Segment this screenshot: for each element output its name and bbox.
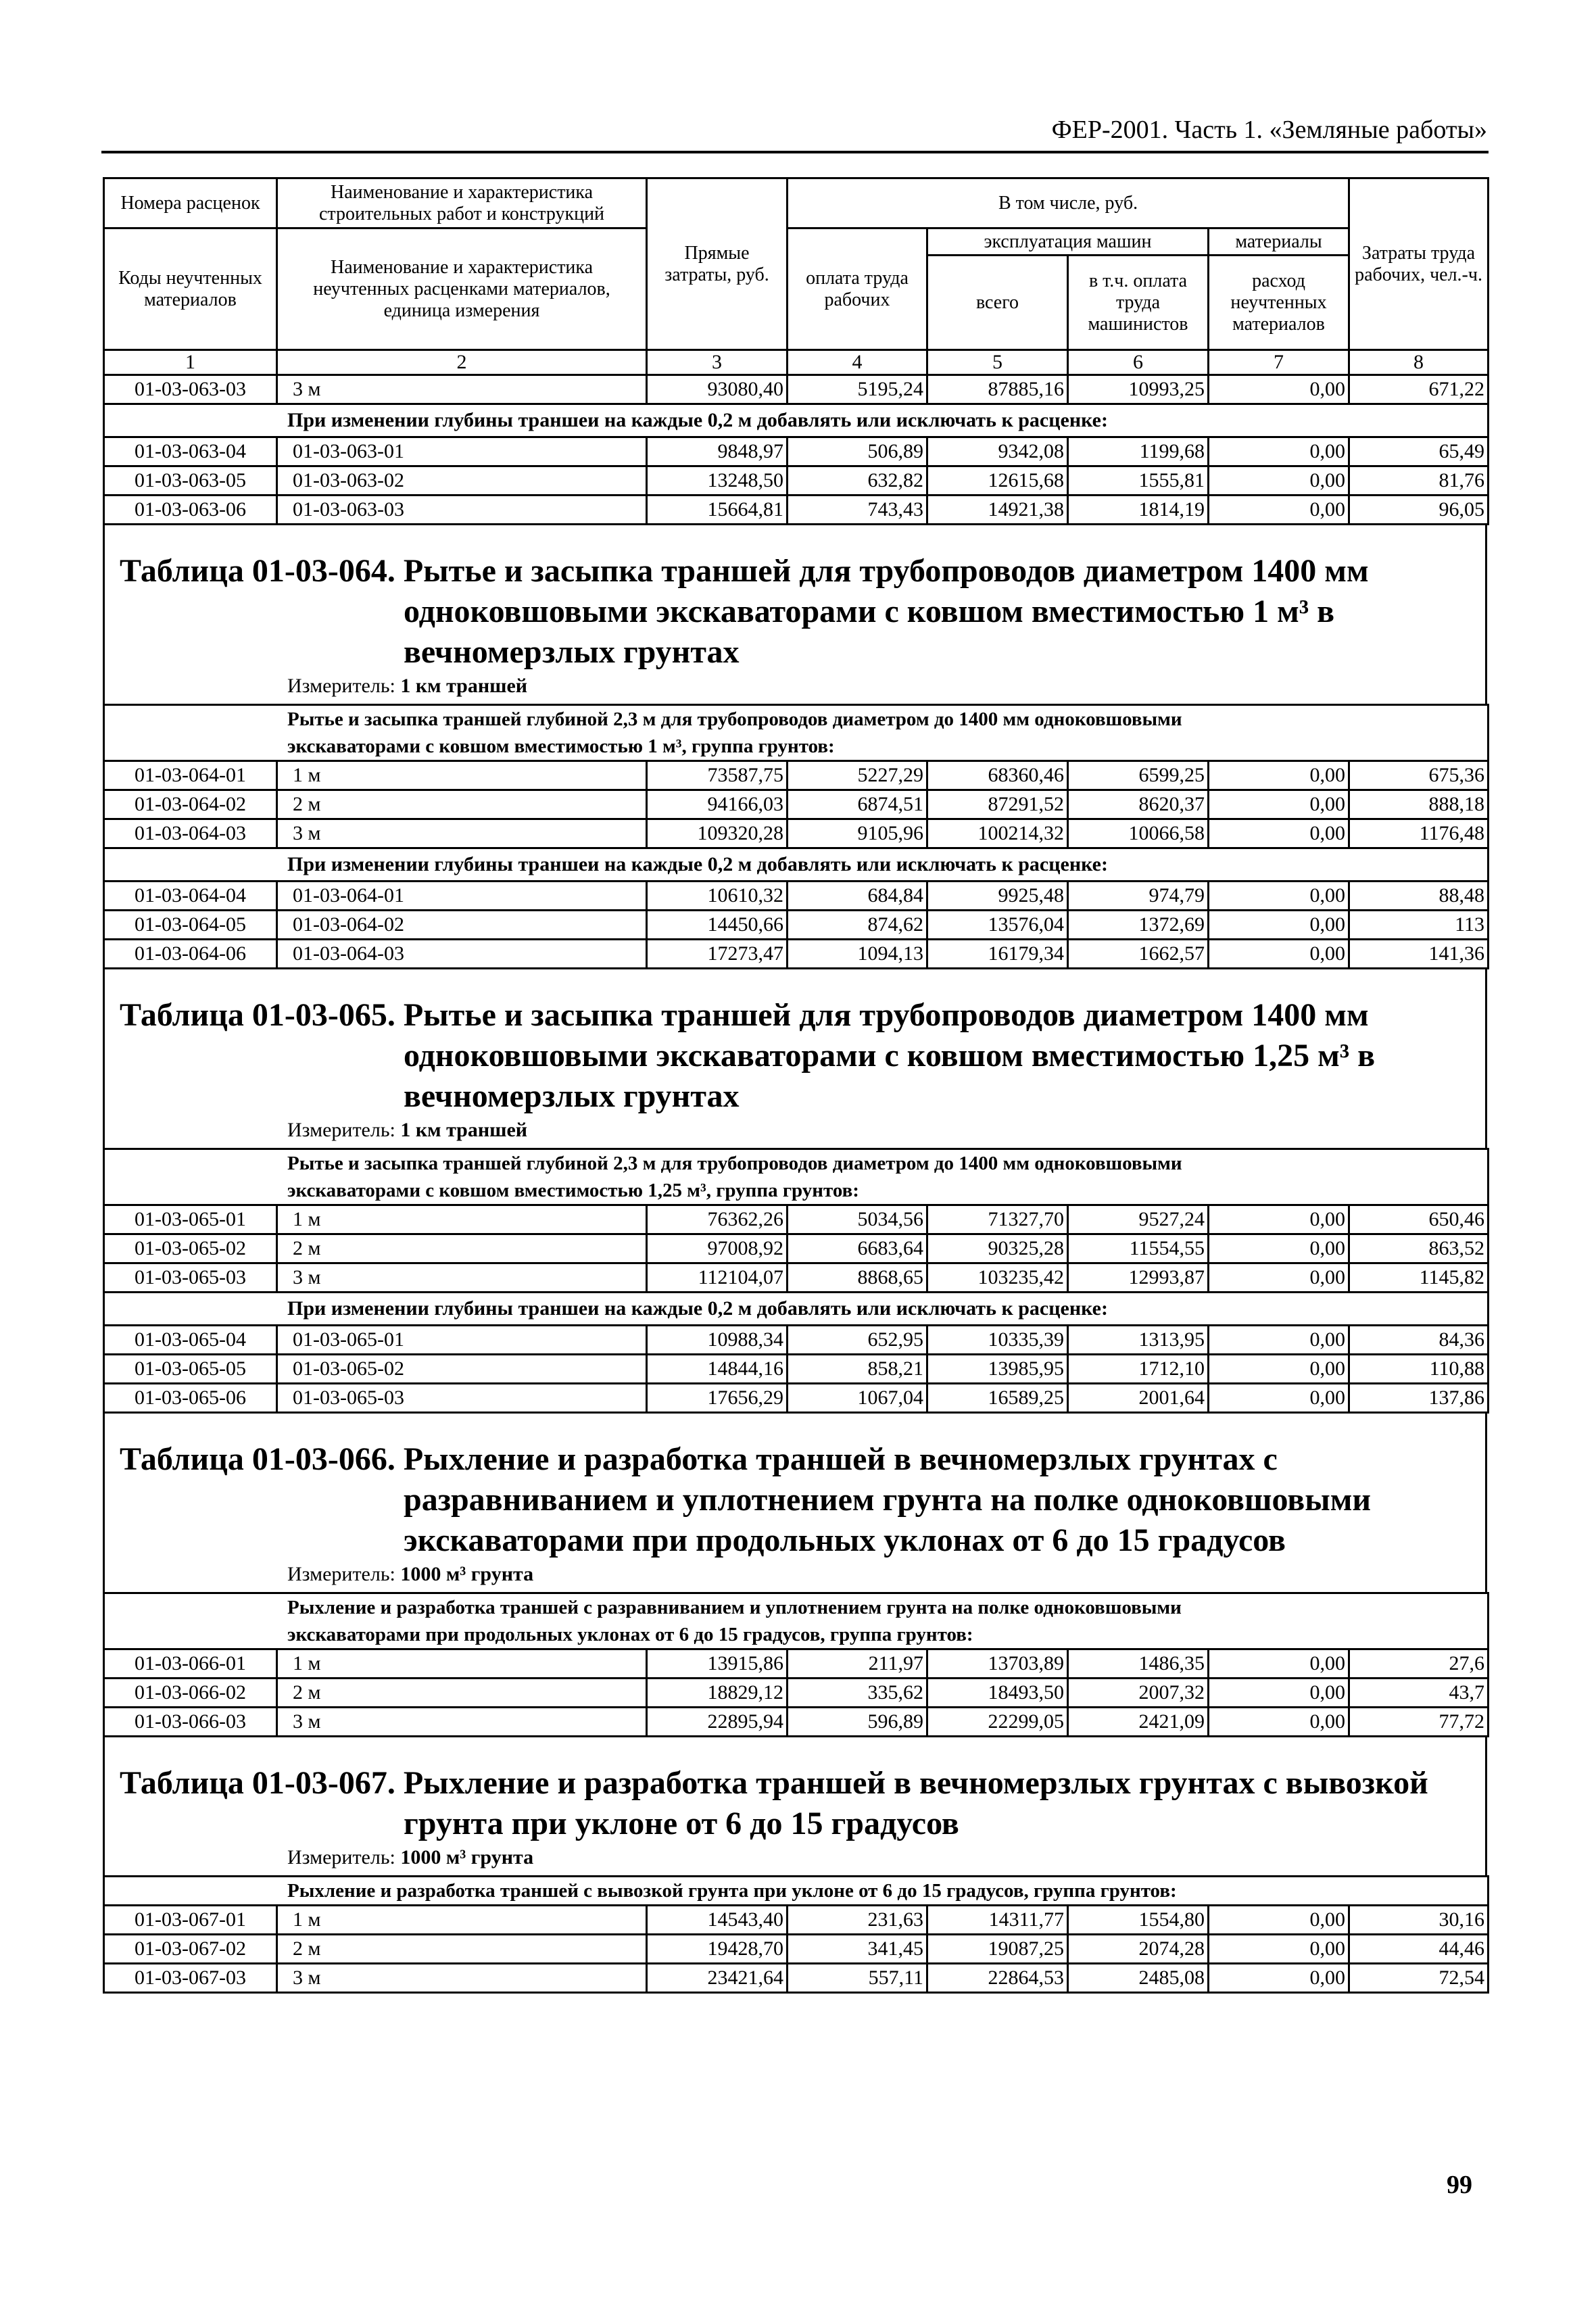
table-01-03-064	[103, 704, 1489, 969]
work-item-cell: 01-03-063-03	[277, 496, 647, 525]
machines-total-cell: 90325,28	[927, 1234, 1068, 1263]
table-01-03-067-section	[103, 1737, 1487, 1875]
table-title-line: вечномерзлых грунтах	[404, 634, 740, 670]
worker-pay-cell: 874,62	[788, 911, 927, 940]
direct-costs-cell: 14450,66	[647, 911, 788, 940]
rate-code-cell: 01-03-065-06	[104, 1384, 277, 1413]
labor-hours-cell: 675,36	[1349, 761, 1489, 790]
rate-code-cell: 01-03-064-06	[104, 940, 277, 969]
machinist-pay-cell: 974,79	[1068, 882, 1209, 911]
machinist-pay-cell: 9527,24	[1068, 1205, 1209, 1234]
group-row	[104, 1877, 1489, 1906]
direct-costs-cell: 15664,81	[647, 496, 788, 525]
table-title	[105, 969, 1485, 1117]
work-item-cell: 2 м	[277, 1679, 647, 1708]
worker-pay-cell: 6874,51	[788, 790, 927, 819]
rate-code-cell: 01-03-065-05	[104, 1355, 277, 1384]
header-rule	[101, 151, 1489, 153]
column-number: 2	[277, 350, 647, 375]
direct-costs-cell: 97008,92	[647, 1234, 788, 1263]
group-line: экскаваторами с ковшом вместимостью 1 м³, группа грунтов:	[287, 735, 835, 757]
materials-cost-cell: 0,00	[1209, 1263, 1349, 1293]
table-title-line: Таблица 01-03-066. Рыхление и разработка траншей в вечномерзлых грунтах с	[120, 1441, 1278, 1477]
work-item-cell: 2 м	[277, 1935, 647, 1964]
price-sheet	[103, 177, 1487, 1994]
header-direct-costs: Прямые затраты, руб.	[647, 178, 788, 350]
machinist-pay-cell: 1313,95	[1068, 1326, 1209, 1355]
labor-hours-cell: 1176,48	[1349, 819, 1489, 848]
machinist-pay-cell: 1814,19	[1068, 496, 1209, 525]
labor-hours-cell: 1145,82	[1349, 1263, 1489, 1293]
table-title	[105, 1737, 1485, 1844]
depth-note: При изменении глубины траншеи на каждые 0,2 м добавлять или исключать к расценке:	[104, 404, 1489, 437]
direct-costs-cell: 10988,34	[647, 1326, 788, 1355]
worker-pay-cell: 506,89	[788, 437, 927, 466]
machines-total-cell: 22299,05	[927, 1708, 1068, 1737]
table-row	[104, 466, 1489, 496]
group-description	[104, 1877, 1489, 1906]
rate-code-cell: 01-03-063-05	[104, 466, 277, 496]
labor-hours-cell: 84,36	[1349, 1326, 1489, 1355]
measurer-label: Измеритель:	[287, 1119, 395, 1141]
header-machines-total: всего	[927, 256, 1068, 350]
group-line: экскаваторами при продольных уклонах от 6 до 15 градусов, группа грунтов:	[287, 1624, 973, 1645]
work-item-cell: 01-03-065-01	[277, 1326, 647, 1355]
work-item-cell: 01-03-064-02	[277, 911, 647, 940]
rate-code-cell: 01-03-065-01	[104, 1205, 277, 1234]
machines-total-cell: 103235,42	[927, 1263, 1068, 1293]
labor-hours-cell: 72,54	[1349, 1964, 1489, 1993]
table-01-03-067	[103, 1875, 1489, 1994]
labor-hours-cell: 110,88	[1349, 1355, 1489, 1384]
table-row	[104, 761, 1489, 790]
direct-costs-cell: 14844,16	[647, 1355, 788, 1384]
worker-pay-cell: 1067,04	[788, 1384, 927, 1413]
machines-total-cell: 9925,48	[927, 882, 1068, 911]
table-row	[104, 940, 1489, 969]
work-item-cell: 01-03-063-01	[277, 437, 647, 466]
table-title	[105, 525, 1485, 673]
work-item-cell: 01-03-065-02	[277, 1355, 647, 1384]
table-01-03-066	[103, 1592, 1489, 1737]
direct-costs-cell: 76362,26	[647, 1205, 788, 1234]
table-row	[104, 1708, 1489, 1737]
worker-pay-cell: 211,97	[788, 1649, 927, 1679]
work-item-cell: 1 м	[277, 761, 647, 790]
machines-total-cell: 68360,46	[927, 761, 1068, 790]
labor-hours-cell: 27,6	[1349, 1649, 1489, 1679]
machines-total-cell: 71327,70	[927, 1205, 1068, 1234]
direct-costs-cell: 73587,75	[647, 761, 788, 790]
work-item-cell: 01-03-065-03	[277, 1384, 647, 1413]
column-number: 4	[788, 350, 927, 375]
depth-note-row	[104, 1293, 1489, 1326]
column-number: 1	[104, 350, 277, 375]
measurer-value: 1000 м³ грунта	[400, 1563, 534, 1585]
column-number: 7	[1209, 350, 1349, 375]
machinist-pay-cell: 1199,68	[1068, 437, 1209, 466]
machines-total-cell: 100214,32	[927, 819, 1068, 848]
header-including: В том числе, руб.	[788, 178, 1349, 228]
machinist-pay-cell: 1662,57	[1068, 940, 1209, 969]
machinist-pay-cell: 1372,69	[1068, 911, 1209, 940]
labor-hours-cell: 88,48	[1349, 882, 1489, 911]
labor-hours-cell: 671,22	[1349, 375, 1489, 404]
rate-code-cell: 01-03-064-05	[104, 911, 277, 940]
machines-total-cell: 12615,68	[927, 466, 1068, 496]
table-title-line: вечномерзлых грунтах	[404, 1078, 740, 1114]
rate-rows	[104, 375, 1489, 404]
machinist-pay-cell: 6599,25	[1068, 761, 1209, 790]
worker-pay-cell: 596,89	[788, 1708, 927, 1737]
table-01-03-065	[103, 1148, 1489, 1414]
rate-code-cell: 01-03-067-03	[104, 1964, 277, 1993]
rate-rows	[104, 1326, 1489, 1413]
materials-cost-cell: 0,00	[1209, 1205, 1349, 1234]
measurer-value: 1 км траншей	[400, 675, 528, 697]
rate-rows	[104, 1906, 1489, 1993]
machines-total-cell: 14311,77	[927, 1906, 1068, 1935]
labor-hours-cell: 96,05	[1349, 496, 1489, 525]
column-number: 8	[1349, 350, 1489, 375]
depth-note-row	[104, 404, 1489, 437]
machines-total-cell: 19087,25	[927, 1935, 1068, 1964]
header-machine-operation: эксплуатация машин	[927, 228, 1209, 256]
direct-costs-cell: 13248,50	[647, 466, 788, 496]
table-row	[104, 1679, 1489, 1708]
rate-code-cell: 01-03-064-04	[104, 882, 277, 911]
page-number: 99	[1447, 2171, 1472, 2199]
table-row	[104, 1326, 1489, 1355]
table-title-line: Таблица 01-03-067. Рыхление и разработка траншей в вечномерзлых грунтах с вывозкой	[120, 1765, 1428, 1801]
column-numbers-row	[104, 350, 1489, 375]
worker-pay-cell: 1094,13	[788, 940, 927, 969]
worker-pay-cell: 632,82	[788, 466, 927, 496]
rate-code-cell: 01-03-066-03	[104, 1708, 277, 1737]
labor-hours-cell: 81,76	[1349, 466, 1489, 496]
worker-pay-cell: 557,11	[788, 1964, 927, 1993]
group-line: Рыхление и разработка траншей с разравниванием и уплотнением грунта на полке одноковшовыми	[287, 1597, 1182, 1618]
measurer-label: Измеритель:	[287, 675, 395, 697]
work-item-cell: 2 м	[277, 790, 647, 819]
header-machinist-pay: в т.ч. оплата труда машинистов	[1068, 256, 1209, 350]
materials-cost-cell: 0,00	[1209, 1649, 1349, 1679]
worker-pay-cell: 6683,64	[788, 1234, 927, 1263]
table-01-03-066-section	[103, 1414, 1487, 1592]
worker-pay-cell: 5034,56	[788, 1205, 927, 1234]
measurer-label: Измеритель:	[287, 1846, 395, 1868]
header-table	[103, 177, 1489, 525]
group-description	[104, 705, 1489, 761]
machinist-pay-cell: 1486,35	[1068, 1649, 1209, 1679]
materials-cost-cell: 0,00	[1209, 940, 1349, 969]
materials-cost-cell: 0,00	[1209, 1384, 1349, 1413]
materials-cost-cell: 0,00	[1209, 1679, 1349, 1708]
worker-pay-cell: 652,95	[788, 1326, 927, 1355]
group-description	[104, 1149, 1489, 1205]
work-item-cell: 3 м	[277, 375, 647, 404]
machines-total-cell: 13703,89	[927, 1649, 1068, 1679]
materials-cost-cell: 0,00	[1209, 1708, 1349, 1737]
measurer	[105, 1117, 1485, 1148]
table-row	[104, 1205, 1489, 1234]
work-item-cell: 01-03-063-02	[277, 466, 647, 496]
table-row	[104, 1263, 1489, 1293]
direct-costs-cell: 19428,70	[647, 1935, 788, 1964]
header-material-codes: Коды неучтенных материалов	[104, 228, 277, 350]
machines-total-cell: 16179,34	[927, 940, 1068, 969]
rate-code-cell: 01-03-066-02	[104, 1679, 277, 1708]
table-title-line: разравниванием и уплотнением грунта на полке одноковшовыми	[404, 1482, 1372, 1518]
table-01-03-064-section	[103, 525, 1487, 704]
materials-cost-cell: 0,00	[1209, 1964, 1349, 1993]
work-item-cell: 1 м	[277, 1205, 647, 1234]
machinist-pay-cell: 2421,09	[1068, 1708, 1209, 1737]
group-line: Рытье и засыпка траншей глубиной 2,3 м для трубопроводов диаметром до 1400 мм одноковшовыми	[287, 708, 1182, 730]
machinist-pay-cell: 2001,64	[1068, 1384, 1209, 1413]
rate-code-cell: 01-03-065-04	[104, 1326, 277, 1355]
group-row	[104, 1149, 1489, 1205]
machinist-pay-cell: 2074,28	[1068, 1935, 1209, 1964]
depth-note-row	[104, 848, 1489, 882]
worker-pay-cell: 9105,96	[788, 819, 927, 848]
labor-hours-cell: 30,16	[1349, 1906, 1489, 1935]
table-title-line: одноковшовыми экскаваторами с ковшом вместимостью 1 м³ в	[404, 594, 1335, 629]
table-row	[104, 1906, 1489, 1935]
header-materials: материалы	[1209, 228, 1349, 256]
running-head: ФЕР-2001. Часть 1. «Земляные работы»	[1051, 116, 1487, 144]
rate-code-cell: 01-03-065-02	[104, 1234, 277, 1263]
work-item-cell: 01-03-064-01	[277, 882, 647, 911]
depth-note: При изменении глубины траншеи на каждые 0,2 м добавлять или исключать к расценке:	[104, 1293, 1489, 1326]
table-row	[104, 1935, 1489, 1964]
column-number: 6	[1068, 350, 1209, 375]
labor-hours-cell: 113	[1349, 911, 1489, 940]
group-description	[104, 1593, 1489, 1649]
machinist-pay-cell: 1555,81	[1068, 466, 1209, 496]
materials-cost-cell: 0,00	[1209, 375, 1349, 404]
measurer-value: 1 км траншей	[400, 1119, 528, 1141]
group-row	[104, 705, 1489, 761]
machinist-pay-cell: 2007,32	[1068, 1679, 1209, 1708]
rate-code-cell: 01-03-066-01	[104, 1649, 277, 1679]
measurer-label: Измеритель:	[287, 1563, 395, 1585]
rate-code-cell: 01-03-064-02	[104, 790, 277, 819]
group-line: Рыхление и разработка траншей с вывозкой грунта при уклоне от 6 до 15 градусов, группа грунтов:	[287, 1880, 1177, 1902]
labor-hours-cell: 888,18	[1349, 790, 1489, 819]
direct-costs-cell: 17273,47	[647, 940, 788, 969]
work-item-cell: 01-03-064-03	[277, 940, 647, 969]
rate-rows	[104, 1649, 1489, 1737]
worker-pay-cell: 5227,29	[788, 761, 927, 790]
direct-costs-cell: 94166,03	[647, 790, 788, 819]
direct-costs-cell: 22895,94	[647, 1708, 788, 1737]
worker-pay-cell: 231,63	[788, 1906, 927, 1935]
work-item-cell: 2 м	[277, 1234, 647, 1263]
direct-costs-cell: 93080,40	[647, 375, 788, 404]
materials-cost-cell: 0,00	[1209, 1935, 1349, 1964]
machinist-pay-cell: 10066,58	[1068, 819, 1209, 848]
measurer	[105, 1561, 1485, 1592]
header-unaccounted-materials: расход неучтенных материалов	[1209, 256, 1349, 350]
labor-hours-cell: 43,7	[1349, 1679, 1489, 1708]
materials-cost-cell: 0,00	[1209, 437, 1349, 466]
rate-rows	[104, 761, 1489, 848]
labor-hours-cell: 141,36	[1349, 940, 1489, 969]
machines-total-cell: 13576,04	[927, 911, 1068, 940]
table-row	[104, 911, 1489, 940]
worker-pay-cell: 858,21	[788, 1355, 927, 1384]
materials-cost-cell: 0,00	[1209, 496, 1349, 525]
direct-costs-cell: 112104,07	[647, 1263, 788, 1293]
measurer-value: 1000 м³ грунта	[400, 1846, 534, 1868]
header-work-name: Наименование и характеристика строительных работ и конструкций	[277, 178, 647, 228]
machines-total-cell: 9342,08	[927, 437, 1068, 466]
direct-costs-cell: 10610,32	[647, 882, 788, 911]
group-line: экскаваторами с ковшом вместимостью 1,25 м³, группа грунтов:	[287, 1180, 859, 1201]
materials-cost-cell: 0,00	[1209, 911, 1349, 940]
work-item-cell: 3 м	[277, 1708, 647, 1737]
rate-code-cell: 01-03-067-01	[104, 1906, 277, 1935]
labor-hours-cell: 65,49	[1349, 437, 1489, 466]
machinist-pay-cell: 1712,10	[1068, 1355, 1209, 1384]
header-rate-numbers: Номера расценок	[104, 178, 277, 228]
worker-pay-cell: 743,43	[788, 496, 927, 525]
table-title-line: одноковшовыми экскаваторами с ковшом вместимостью 1,25 м³ в	[404, 1038, 1376, 1073]
rate-code-cell: 01-03-065-03	[104, 1263, 277, 1293]
table-row	[104, 1384, 1489, 1413]
worker-pay-cell: 8868,65	[788, 1263, 927, 1293]
machinist-pay-cell: 2485,08	[1068, 1964, 1209, 1993]
work-item-cell: 3 м	[277, 819, 647, 848]
worker-pay-cell: 341,45	[788, 1935, 927, 1964]
rate-code-cell: 01-03-064-03	[104, 819, 277, 848]
materials-cost-cell: 0,00	[1209, 466, 1349, 496]
table-01-03-065-section	[103, 969, 1487, 1148]
machinist-pay-cell: 12993,87	[1068, 1263, 1209, 1293]
direct-costs-cell: 14543,40	[647, 1906, 788, 1935]
labor-hours-cell: 863,52	[1349, 1234, 1489, 1263]
labor-hours-cell: 44,46	[1349, 1935, 1489, 1964]
work-item-cell: 1 м	[277, 1906, 647, 1935]
direct-costs-cell: 13915,86	[647, 1649, 788, 1679]
rate-code-cell: 01-03-063-06	[104, 496, 277, 525]
materials-cost-cell: 0,00	[1209, 1355, 1349, 1384]
table-row	[104, 1649, 1489, 1679]
materials-cost-cell: 0,00	[1209, 819, 1349, 848]
rate-code-cell: 01-03-064-01	[104, 761, 277, 790]
table-row	[104, 790, 1489, 819]
rate-code-cell: 01-03-067-02	[104, 1935, 277, 1964]
materials-cost-cell: 0,00	[1209, 790, 1349, 819]
work-item-cell: 3 м	[277, 1263, 647, 1293]
table-row	[104, 1234, 1489, 1263]
machines-total-cell: 16589,25	[927, 1384, 1068, 1413]
materials-cost-cell: 0,00	[1209, 1326, 1349, 1355]
table-title-line: экскаваторами при продольных уклонах от 6 до 15 градусов	[404, 1522, 1286, 1558]
group-row	[104, 1593, 1489, 1649]
worker-pay-cell: 5195,24	[788, 375, 927, 404]
header-labor-costs: Затраты труда рабочих, чел.-ч.	[1349, 178, 1489, 350]
work-item-cell: 3 м	[277, 1964, 647, 1993]
labor-hours-cell: 77,72	[1349, 1708, 1489, 1737]
header-worker-pay: оплата труда рабочих	[788, 228, 927, 350]
machines-total-cell: 87291,52	[927, 790, 1068, 819]
worker-pay-cell: 684,84	[788, 882, 927, 911]
table-title-line: грунта при уклоне от 6 до 15 градусов	[404, 1806, 959, 1841]
table-row	[104, 437, 1489, 466]
rate-rows	[104, 1205, 1489, 1293]
machinist-pay-cell: 10993,25	[1068, 375, 1209, 404]
materials-cost-cell: 0,00	[1209, 761, 1349, 790]
direct-costs-cell: 17656,29	[647, 1384, 788, 1413]
direct-costs-cell: 109320,28	[647, 819, 788, 848]
machines-total-cell: 10335,39	[927, 1326, 1068, 1355]
column-number: 5	[927, 350, 1068, 375]
worker-pay-cell: 335,62	[788, 1679, 927, 1708]
rate-code-cell: 01-03-063-03	[104, 375, 277, 404]
machinist-pay-cell: 11554,55	[1068, 1234, 1209, 1263]
machines-total-cell: 18493,50	[927, 1679, 1068, 1708]
rate-rows	[104, 882, 1489, 969]
measurer	[105, 673, 1485, 704]
machines-total-cell: 13985,95	[927, 1355, 1068, 1384]
rate-rows	[104, 437, 1489, 525]
materials-cost-cell: 0,00	[1209, 882, 1349, 911]
group-line: Рытье и засыпка траншей глубиной 2,3 м для трубопроводов диаметром до 1400 мм одноковшовыми	[287, 1153, 1182, 1174]
measurer	[105, 1844, 1485, 1875]
materials-cost-cell: 0,00	[1209, 1234, 1349, 1263]
machinist-pay-cell: 1554,80	[1068, 1906, 1209, 1935]
materials-cost-cell: 0,00	[1209, 1906, 1349, 1935]
column-number: 3	[647, 350, 788, 375]
labor-hours-cell: 650,46	[1349, 1205, 1489, 1234]
table-title	[105, 1414, 1485, 1561]
rate-code-cell: 01-03-063-04	[104, 437, 277, 466]
direct-costs-cell: 23421,64	[647, 1964, 788, 1993]
table-row	[104, 882, 1489, 911]
machinist-pay-cell: 8620,37	[1068, 790, 1209, 819]
table-row	[104, 496, 1489, 525]
table-row	[104, 1355, 1489, 1384]
table-row	[104, 819, 1489, 848]
direct-costs-cell: 9848,97	[647, 437, 788, 466]
machines-total-cell: 14921,38	[927, 496, 1068, 525]
depth-note: При изменении глубины траншеи на каждые 0,2 м добавлять или исключать к расценке:	[104, 848, 1489, 882]
table-row	[104, 375, 1489, 404]
machines-total-cell: 22864,53	[927, 1964, 1068, 1993]
labor-hours-cell: 137,86	[1349, 1384, 1489, 1413]
table-row	[104, 1964, 1489, 1993]
work-item-cell: 1 м	[277, 1649, 647, 1679]
header-material-name: Наименование и характеристика неучтенных расценками материалов, единица измерения	[277, 228, 647, 350]
direct-costs-cell: 18829,12	[647, 1679, 788, 1708]
machines-total-cell: 87885,16	[927, 375, 1068, 404]
table-title-line: Таблица 01-03-065. Рытье и засыпка траншей для трубопроводов диаметром 1400 мм	[120, 997, 1369, 1033]
table-title-line: Таблица 01-03-064. Рытье и засыпка траншей для трубопроводов диаметром 1400 мм	[120, 553, 1369, 589]
